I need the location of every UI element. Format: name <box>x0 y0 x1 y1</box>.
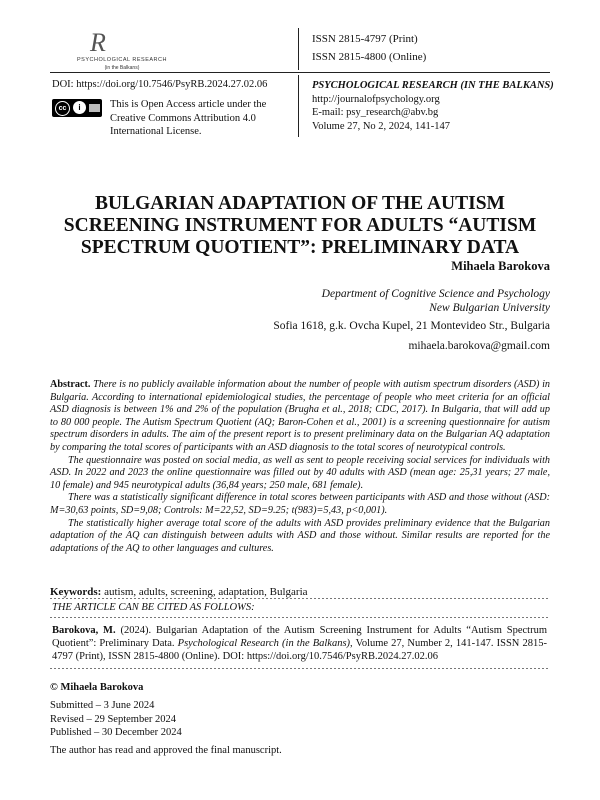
journal-info <box>312 79 554 133</box>
affiliation <box>322 287 550 315</box>
journal-title: PSYCHOLOGICAL RESEARCH (IN THE BALKANS) <box>312 80 554 91</box>
by-icon: i <box>73 101 86 114</box>
badge-strip <box>89 104 100 112</box>
author-address: Sofia 1618, g.k. Ovcha Kupel, 21 Montevideo Str., Bulgaria <box>273 320 550 332</box>
header-divider-vertical <box>298 28 299 70</box>
journal-email[interactable]: E-mail: psy_research@abv.bg <box>312 107 439 118</box>
date-revised: Revised – 29 September 2024 <box>50 713 176 725</box>
citation-rule-top <box>50 598 550 599</box>
doi-link[interactable]: DOI: https://doi.org/10.7546/PsyRB.2024.27.02.06 <box>52 79 268 90</box>
journal-url[interactable]: http://journalofpsychology.org <box>312 93 440 105</box>
date-submitted: Submitted – 3 June 2024 <box>50 700 155 711</box>
creative-commons-by-icon[interactable] <box>52 99 102 117</box>
keywords-label: Keywords: <box>50 586 102 598</box>
keywords <box>50 586 308 598</box>
keywords-list: autism, adults, screening, adaptation, Bulgaria <box>101 586 308 598</box>
date-published: Published – 30 December 2024 <box>50 727 182 738</box>
journal-divider-vertical <box>298 75 299 137</box>
abstract-paragraph-3: There was a statistically significant difference in total scores between participants with ASD and those without (ASD: M=30,63 points, SD=9,08; Controls: M=22,52, SD=9.25; t(983)=5,43, p<0,001). <box>50 492 550 516</box>
citation-details: Volume 27, Number 2, 141-147. ISSN 2815-4797 (Print), ISSN 2815-4800 (Online). DOI: https://doi.org/10.7546/PsyRB.2024.27.02.06 <box>52 638 547 662</box>
abstract-paragraph-2: The questionnaire was posted on social media, as well as sent to people receiving social services for individuals with ASD. In 2022 and 2023 the online questionnaire was filled out by 40 adults with ASD (mean age: 25,31 years; 27 male, 10 female) and 945 neurotypical adults (36,84 years; 250 male, 681 female). <box>50 454 550 491</box>
abstract-paragraph-1: There is no publicly available information about the number of people with autism spectrum disorders (ASD) in Bulgaria. According to international epidemiological studies, the percentage of people who meet criteria for an official ASD diagnosis is between 1% and 2% of the population (Brugha et al., 2018; CDC, 2017). In Bulgaria, that will add up to 80 000 people. The Autism Spectrum Quotient (AQ; Baron-Cohen et al., 2001) is a screening questionnaire for autism spectrum disorders in adults. The aim of the present report is to present preliminary data on the Bulgarian AQ adaptation by comparing the total scores of participants with an ASD diagnosis to the total scores of neurotypical controls. <box>50 379 550 453</box>
issn-print: ISSN 2815-4797 (Print) <box>312 33 418 45</box>
cc-icon: cc <box>55 101 70 116</box>
header-divider <box>50 72 550 73</box>
citation-body: (2024). Bulgarian Adaptation of the Autism Screening Instrument for Adults “Autism Spectrum Quotient”: Preliminary Data. <box>52 625 547 649</box>
citation-journal: Psychological Research (in the Balkans), <box>177 638 353 649</box>
citation-author: Barokova, M. <box>52 625 116 636</box>
citation-rule-bottom <box>50 668 550 669</box>
citation-heading: THE ARTICLE CAN BE CITED AS FOLLOWS: <box>52 602 255 613</box>
copyright: © Mihaela Barokova <box>50 682 144 693</box>
logo-mark: R <box>90 28 106 57</box>
abstract <box>50 379 550 555</box>
approval-statement: The author has read and approved the final manuscript. <box>50 745 282 756</box>
license-text: This is Open Access article under the Creative Commons Attribution 4.0 International License. <box>110 99 267 137</box>
issn-online: ISSN 2815-4800 (Online) <box>312 51 427 63</box>
citation-text <box>52 624 547 663</box>
abstract-paragraph-4: The statistically higher average total score of the adults with ASD provides preliminary evidence that the Bulgarian adaptation of the AQ can distinguish between adults with ASD and those without. Similar results are reported for the adaptations of the AQ to other languages and cultures. <box>50 517 550 554</box>
logo-subtext: (in the Balkans) <box>104 65 140 71</box>
affiliation-department: Department of Cognitive Science and Psychology <box>321 288 550 300</box>
affiliation-university: New Bulgarian University <box>429 302 550 314</box>
journal-logo <box>52 28 192 74</box>
article-title: BULGARIAN ADAPTATION OF THE AUTISM SCREENING INSTRUMENT FOR ADULTS “AUTISM SPECTRUM QUOTIENT”: PRELIMINARY DATA <box>63 193 537 258</box>
author-name: Mihaela Barokova <box>451 259 550 273</box>
journal-volume: Volume 27, No 2, 2024, 141-147 <box>312 120 451 132</box>
citation-rule-mid <box>50 617 550 618</box>
author-email[interactable]: mihaela.barokova@gmail.com <box>408 340 550 352</box>
abstract-label: Abstract. <box>50 379 91 390</box>
logo-text: PSYCHOLOGICAL RESEARCH <box>77 57 167 63</box>
publication-dates <box>50 699 182 740</box>
